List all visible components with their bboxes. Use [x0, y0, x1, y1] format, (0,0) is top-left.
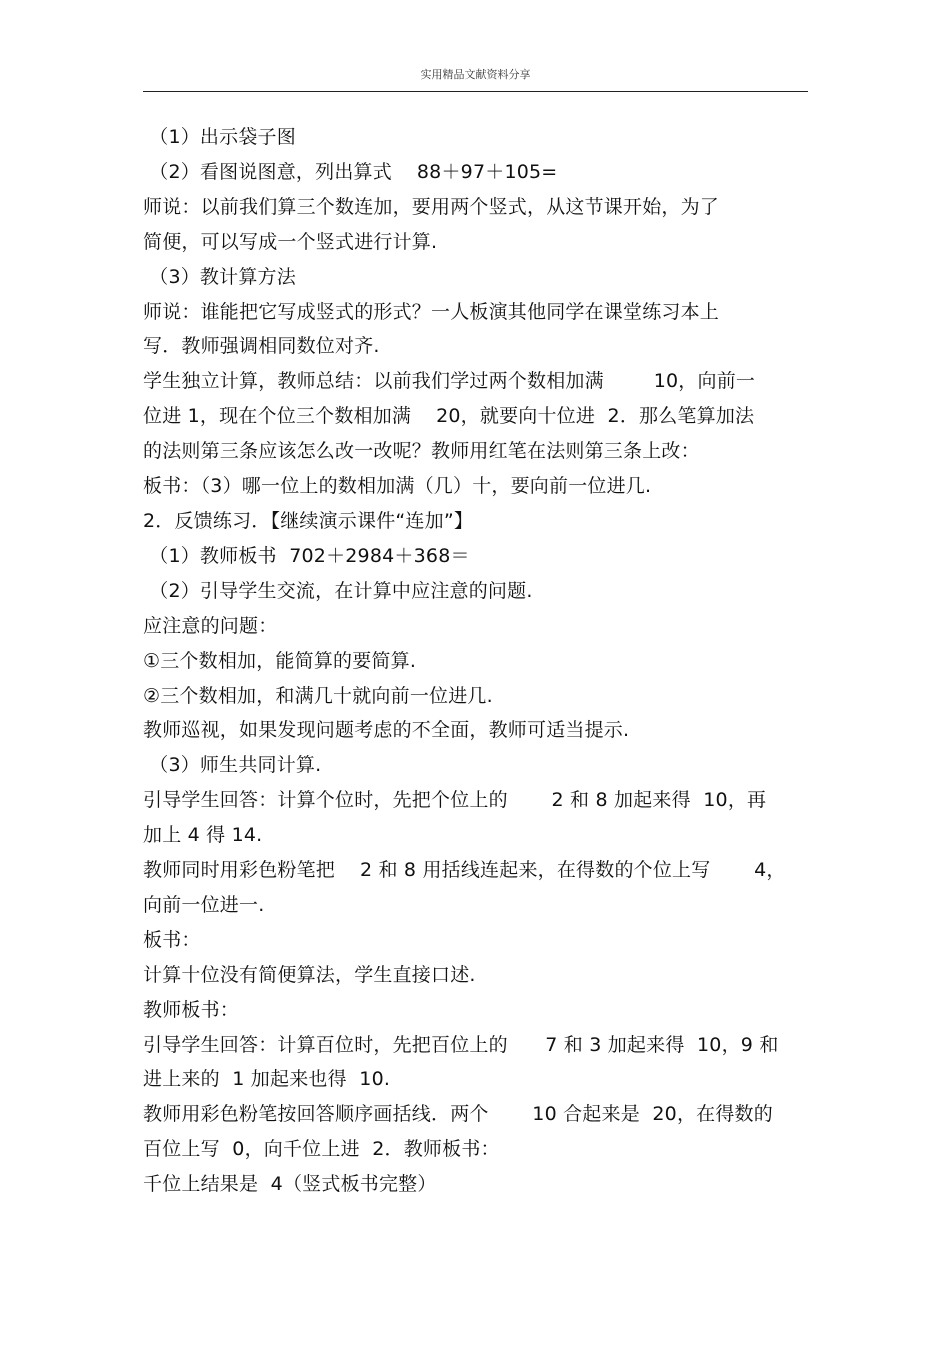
header-divider	[143, 91, 808, 92]
text-line: 教师用彩色粉笔按回答顺序画括线．两个 10 合起来是 20，在得数的	[143, 1103, 773, 1126]
text-line: （2）看图说图意，列出算式 88＋97＋105=	[143, 160, 558, 183]
text-line: （1）教师板书 702＋2984＋368＝	[143, 544, 470, 567]
text-line: 向前一位进一.	[143, 893, 265, 916]
document-body	[143, 120, 808, 1202]
text-line: 写．教师强调相同数位对齐.	[143, 335, 380, 358]
text-line: 应注意的问题：	[143, 614, 278, 637]
text-line: 2．反馈练习．【继续演示课件“连加”】	[143, 509, 474, 532]
text-line: 板书：（3）哪一位上的数相加满（几）十，要向前一位进几.	[143, 475, 652, 498]
text-line: 引导学生回答：计算个位时，先把个位上的 2 和 8 加起来得 10，再	[143, 789, 767, 812]
text-line: 师说：谁能把它写成竖式的形式？一人板演其他同学在课堂练习本上	[143, 300, 720, 323]
text-line: 师说：以前我们算三个数连加，要用两个竖式，从这节课开始，为了	[143, 195, 720, 218]
text-line: （3）教计算方法	[143, 265, 296, 288]
text-line: 的法则第三条应该怎么改一改呢？教师用红笔在法则第三条上改：	[143, 440, 700, 463]
text-line: （1）出示袋子图	[143, 126, 296, 148]
text-line: 百位上写 0，向千位上进 2．教师板书：	[143, 1138, 500, 1161]
text-line: （2）引导学生交流，在计算中应注意的问题.	[143, 579, 533, 602]
text-line: 简便，可以写成一个竖式进行计算.	[143, 230, 438, 253]
text-line: 教师板书：	[143, 998, 240, 1021]
text-line: 加上 4 得 14.	[143, 824, 263, 847]
text-line: 千位上结果是 4（竖式板书完整）	[143, 1173, 437, 1196]
text-line: 引导学生回答：计算百位时，先把百位上的 7 和 3 加起来得 10，9 和	[143, 1033, 779, 1056]
text-line: 学生独立计算，教师总结：以前我们学过两个数相加满 10，向前一	[143, 370, 756, 393]
text-line: 进上来的 1 加起来也得 10.	[143, 1068, 391, 1091]
text-line: ②三个数相加，和满几十就向前一位进几.	[143, 684, 493, 707]
page-header: 实用精品文献资料分享	[420, 68, 531, 81]
text-line: 位进 1，现在个位三个数相加满 20，就要向十位进 2．那么笔算加法	[143, 405, 755, 428]
text-line: 计算十位没有简便算法，学生直接口述.	[143, 963, 476, 986]
text-line: ①三个数相加，能简算的要简算.	[143, 649, 417, 672]
text-line: 教师巡视，如果发现问题考虑的不全面，教师可适当提示.	[143, 719, 630, 742]
text-line: 板书：	[143, 928, 201, 951]
text-line: 教师同时用彩色粉笔把 2 和 8 用括线连起来，在得数的个位上写 4，	[143, 859, 786, 882]
text-line: （3）师生共同计算.	[143, 754, 322, 777]
